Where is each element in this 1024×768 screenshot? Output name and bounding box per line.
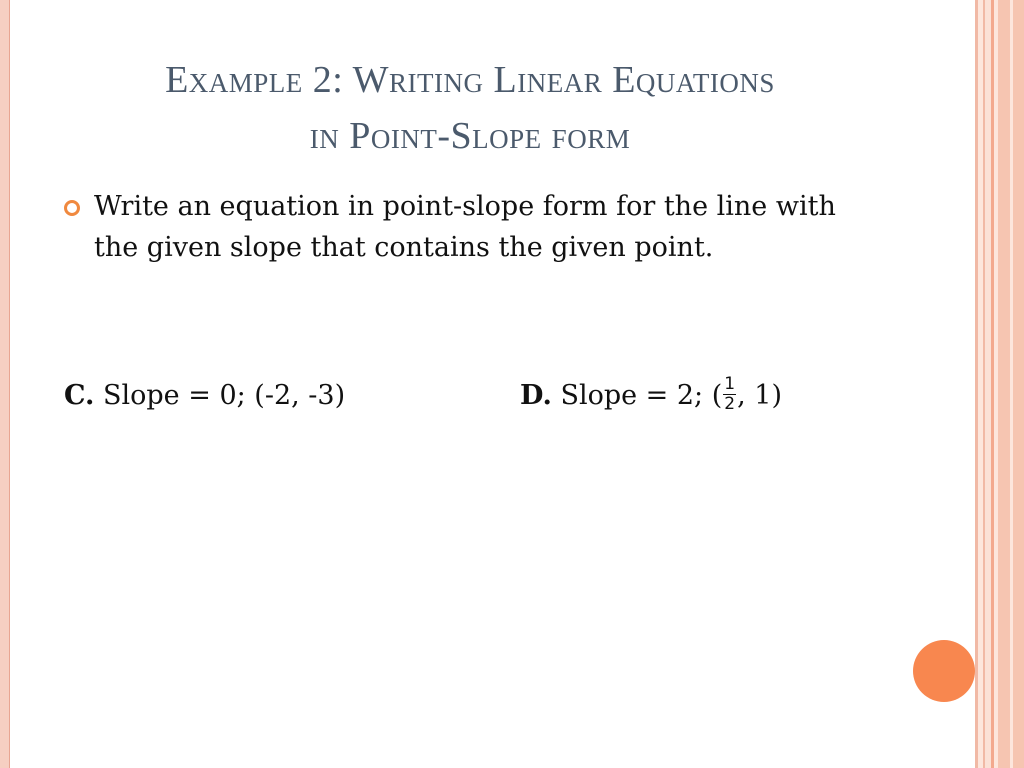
bullet-text: Write an equation in point-slope form for the line with the given slope that contains the given point. xyxy=(94,191,836,263)
stripe xyxy=(998,0,1010,768)
stripe xyxy=(1013,0,1024,768)
title-line-2: in Point-Slope form xyxy=(309,115,631,157)
problem-d-text-before: Slope = 2; ( xyxy=(551,380,723,411)
bullet-circle-icon xyxy=(64,200,80,216)
fraction-denominator: 2 xyxy=(724,394,736,414)
problem-c-label: C. xyxy=(64,380,95,411)
left-border-decoration xyxy=(0,0,10,768)
problem-d-label: D. xyxy=(520,380,552,411)
fraction-numerator: 1 xyxy=(724,374,736,394)
slide-title xyxy=(40,52,900,164)
fraction xyxy=(723,375,736,414)
right-stripe-decoration xyxy=(975,0,1024,768)
problem-c xyxy=(64,374,345,418)
problem-d-text-after: , 1) xyxy=(737,380,782,411)
orange-circle-decoration xyxy=(913,640,975,702)
problem-c-text: Slope = 0; (-2, -3) xyxy=(94,380,346,411)
problem-d xyxy=(520,374,782,418)
title-line-1: Example 2: Writing Linear Equations xyxy=(165,59,775,101)
